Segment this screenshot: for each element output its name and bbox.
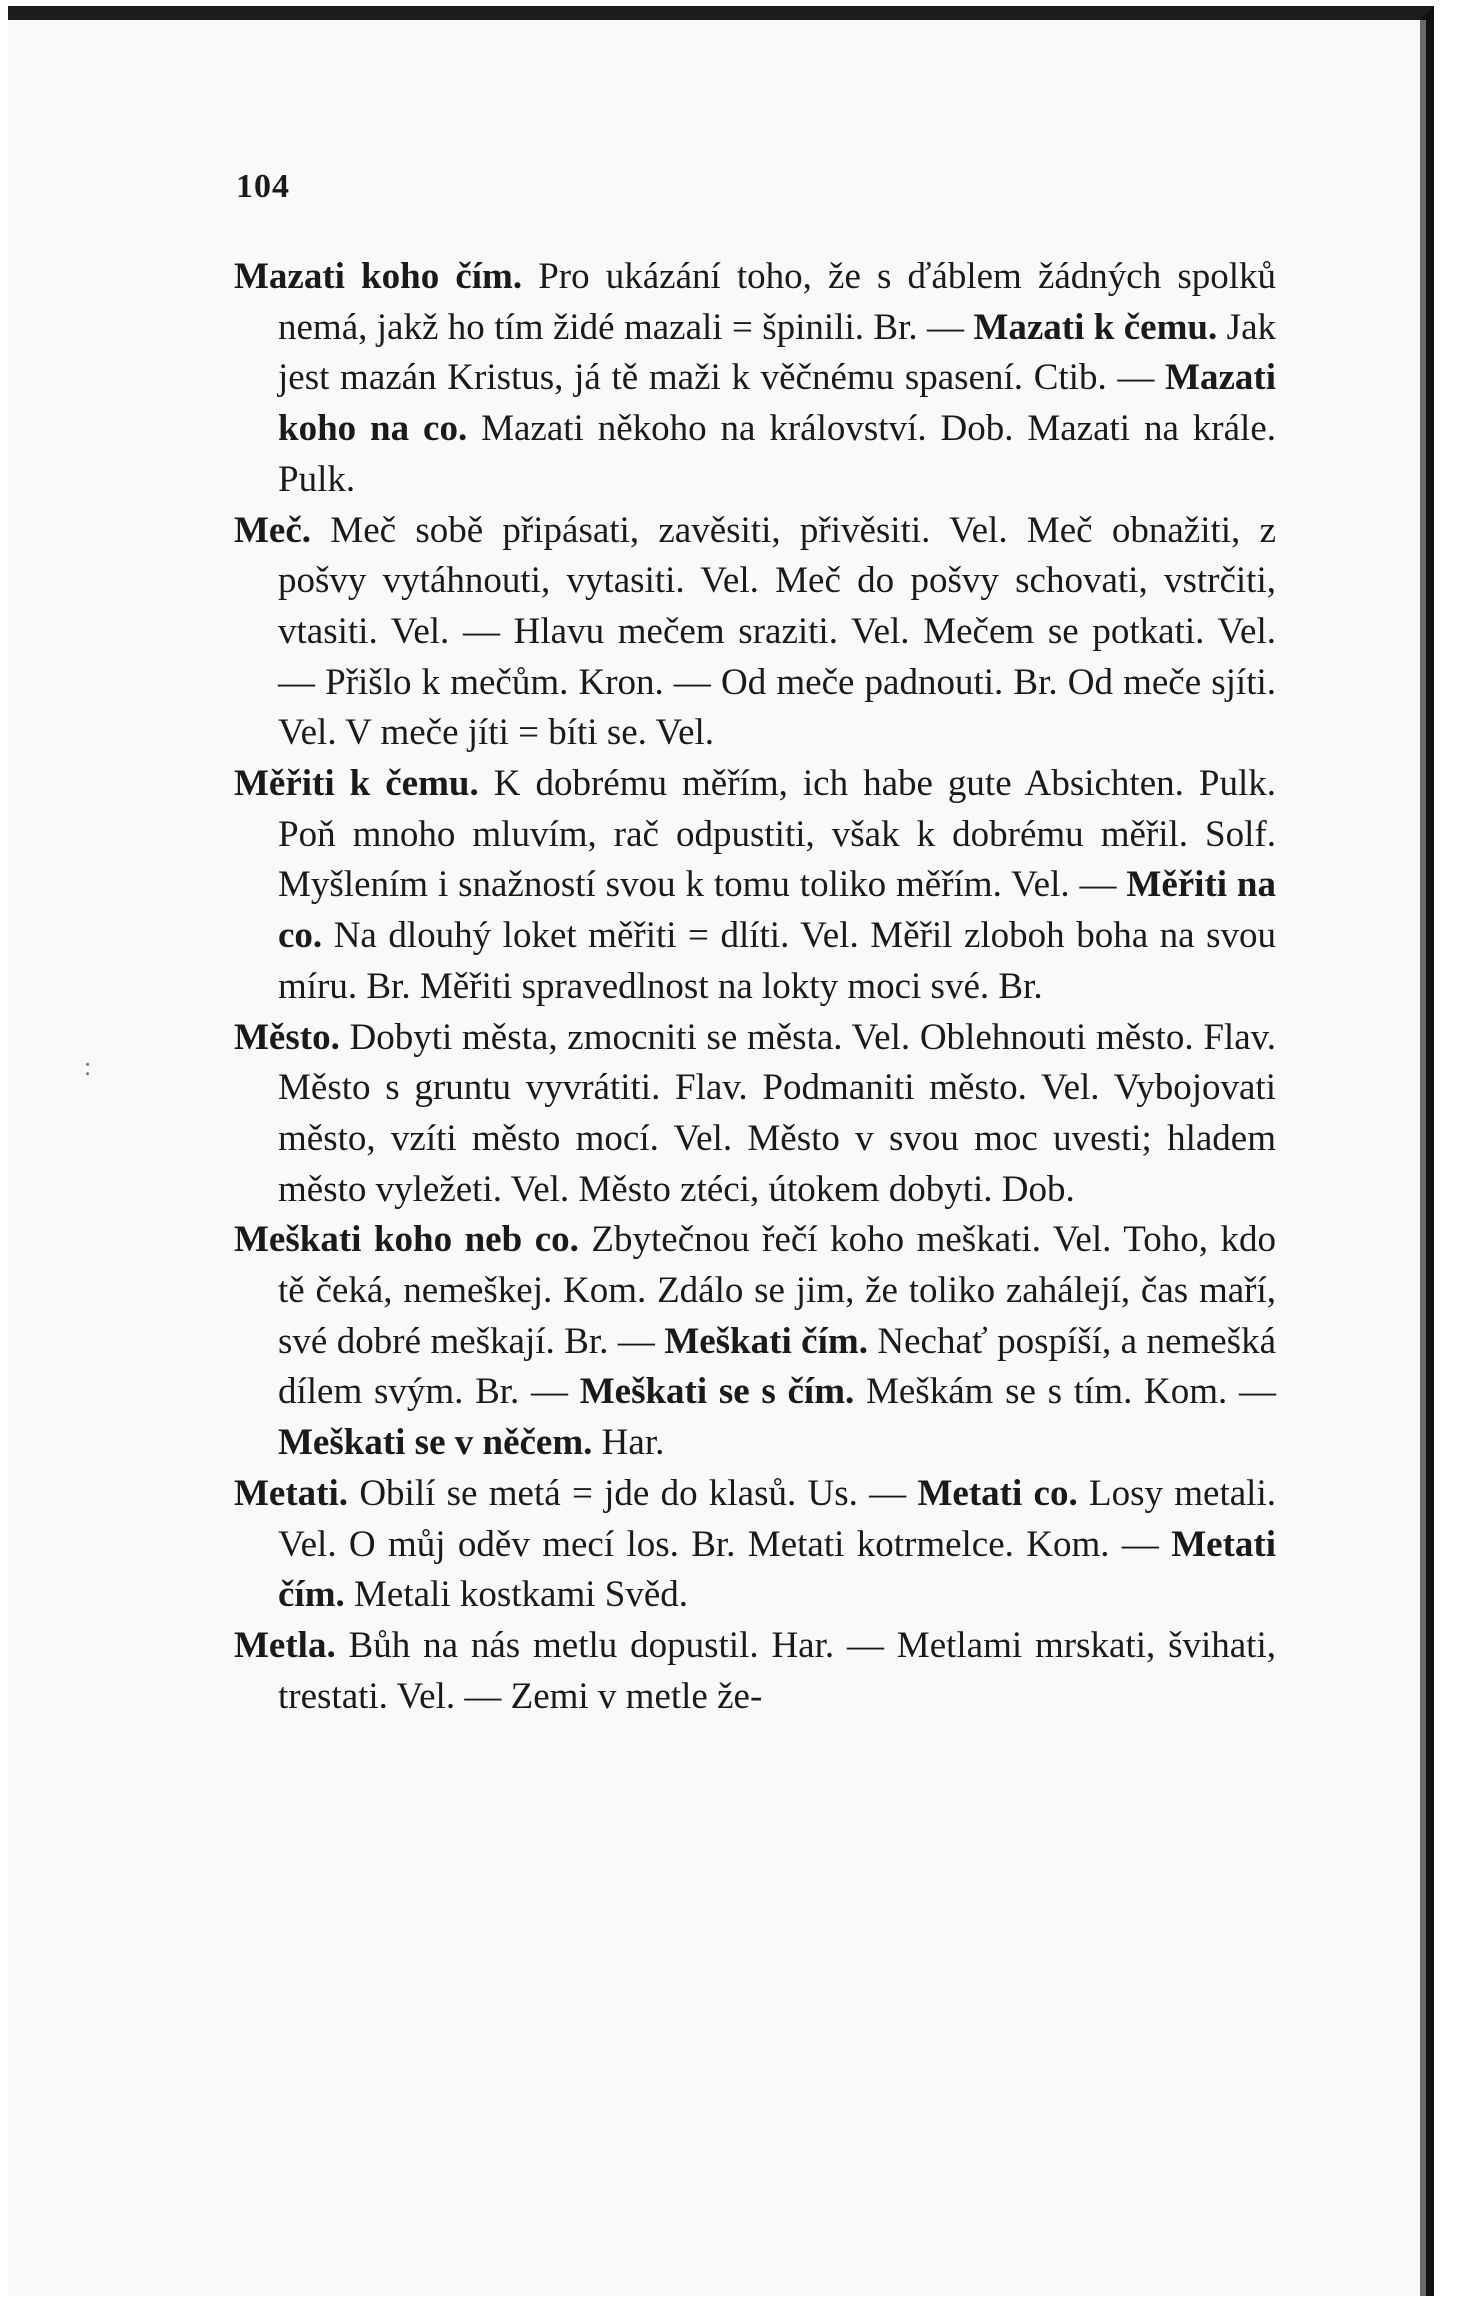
headword: Měřiti k čemu. <box>234 763 479 805</box>
headword: Meškati čím. <box>664 1320 868 1362</box>
headword: Metati co. <box>917 1472 1078 1514</box>
entry-text: Obilí se metá = jde do klasů. Us. — <box>348 1472 918 1514</box>
entry-metla <box>234 1621 1276 1722</box>
entry-text: Dobyti města, zmocniti se města. Vel. Oblehnouti město. Flav. Město s gruntu vyvrátiti. Flav. Podmaniti město. Vel. Vybojovati město, vzíti město mocí. Vel. Město v svou moc uvesti; hladem město vyležeti. Vel. Město ztéci, útokem dobyti. Dob. <box>278 1016 1276 1210</box>
headword: Metati čím. <box>278 1523 1276 1616</box>
entry-mazati <box>234 252 1276 506</box>
entry-meriti <box>234 759 1276 1013</box>
entry-metati <box>234 1469 1276 1621</box>
entry-text: Bůh na nás metlu dopustil. Har. — Metlami mrskati, švihati, trestati. Vel. — Zemi v metle že- <box>278 1624 1276 1717</box>
headword: Metla. <box>234 1624 336 1666</box>
entry-text: Har. <box>592 1422 665 1464</box>
entry-text: Na dlouhý loket měřiti = dlíti. Vel. Měřil zloboh boha na svou míru. Br. Měřiti spravedlnost na lokty moci své. Br. <box>278 915 1276 1007</box>
entry-mec <box>234 506 1276 760</box>
entry-text: Meč sobě připásati, zavěsiti, přivěsiti. Vel. Meč obnažiti, z pošvy vytáhnouti, vytasiti. Vel. Meč do pošvy schovati, vstrčiti, vtasiti. Vel. — Hlavu mečem sraziti. Vel. Mečem se potkati. Vel. — Přišlo k mečům. Kron. — Od meče padnouti. Br. Od meče sjíti. Vel. V meče jíti = bíti se. Vel. <box>278 509 1276 754</box>
headword: Meč. <box>234 509 312 551</box>
entry-text: K dobrému měřím, ich habe gute Absichten. Pulk. Poň mnoho mluvím, rač odpustiti, však k dobrému měřil. Solf. Myšlením i snažností svou k tomu toliko měřím. Vel. — <box>278 763 1276 906</box>
headword: Meškati koho neb co. <box>234 1219 579 1261</box>
headword: Meškati se s čím. <box>579 1371 855 1413</box>
entry-text: Meškám se s tím. Kom. — <box>854 1371 1277 1413</box>
page-number: 104 <box>236 168 290 205</box>
headword: Mazati koho na co. <box>278 357 1276 450</box>
dictionary-text <box>234 252 1276 1722</box>
headword: Město. <box>234 1016 340 1058</box>
entry-text: Mazati někoho na království. Dob. Mazati na krále. Pulk. <box>278 408 1276 500</box>
entry-text: Nechať pospíší, a nemešká dílem svým. Br. — <box>278 1320 1276 1413</box>
headword: Mazati koho čím. <box>234 256 523 297</box>
entry-text: Losy metali. Vel. O můj oděv mecí los. Br. Metati kotrmelce. Kom. — <box>278 1472 1276 1565</box>
entry-mesto <box>234 1013 1276 1216</box>
entry-text: Zbytečnou řečí koho meškati. Vel. Toho, kdo tě čeká, nemeškej. Kom. Zdálo se jim, že toliko zahálejí, čas maří, své dobré meškají. Br. — <box>278 1219 1276 1362</box>
entry-meskati <box>234 1215 1276 1469</box>
headword: Meškati se v něčem. <box>278 1422 593 1464</box>
headword: Metati. <box>234 1472 349 1514</box>
margin-dots: : <box>84 1052 92 1081</box>
entry-text: Metali kostkami Svěd. <box>344 1574 689 1616</box>
headword: Měřiti na co. <box>278 864 1276 957</box>
headword: Mazati k čemu. <box>973 306 1218 348</box>
entry-text: Jak jest mazán Kristus, já tě maži k věčnému spasení. Ctib. — <box>278 306 1276 399</box>
entry-text: Pro ukázání toho, že s ďáblem žádných spolků nemá, jakž ho tím židé mazali = špinili. Br. — <box>278 256 1276 348</box>
